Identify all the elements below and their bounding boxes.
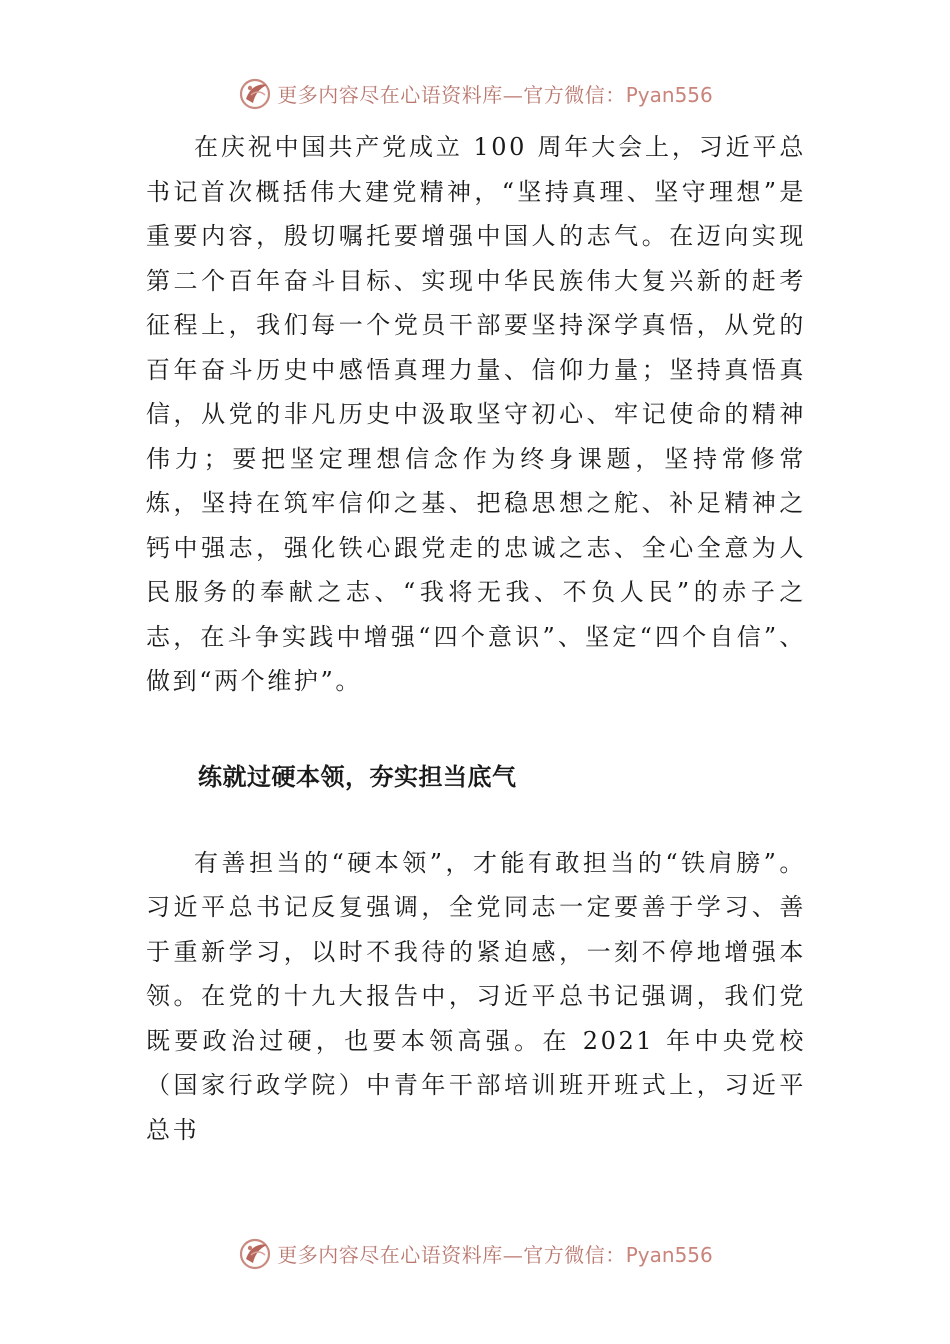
watermark-wechat-id: Pyan556: [625, 82, 713, 107]
watermark-logo-icon: [237, 1235, 273, 1271]
document-body: [146, 125, 806, 1152]
header-watermark: [0, 71, 950, 115]
paragraph-2: 有善担当的“硬本领”，才能有敢担当的“铁肩膀”。习近平总书记反复强调，全党同志一定要善于学习、善于重新学习，以时不我待的紧迫感，一刻不停地增强本领。在党的十九大报告中，习近平总书记强调，我们党既要政治过硬，也要本领高强。在 2021 年中央党校（国家行政学院）中青年干部培训班开班式上，习近平总书: [146, 848, 806, 1144]
section-heading: 练就过硬本领，夯实担当底气: [198, 762, 517, 791]
watermark-logo-icon: [237, 75, 273, 111]
watermark-label: 更多内容尽在心语资料库—官方微信：: [277, 82, 626, 107]
paragraph-1: 在庆祝中国共产党成立 100 周年大会上，习近平总书记首次概括伟大建党精神，“坚持真理、坚守理想”是重要内容，殷切嘱托要增强中国人的志气。在迈向实现第二个百年奋斗目标、实现中华民族伟大复兴新的赶考征程上，我们每一个党员干部要坚持深学真悟，从党的百年奋斗历史中感悟真理力量、信仰力量；坚持真悟真信，从党的非凡历史中汲取坚守初心、牢记使命的精神伟力；要把坚定理想信念作为终身课题，坚持常修常炼，坚持在筑牢信仰之基、把稳思想之舵、补足精神之钙中强志，强化铁心跟党走的忠诚之志、全心全意为人民服务的奉献之志、“我将无我、不负人民”的赤子之志，在斗争实践中增强“四个意识”、坚定“四个自信”、做到“两个维护”。: [146, 133, 806, 695]
watermark-text: [277, 79, 713, 108]
watermark-label: 更多内容尽在心语资料库—官方微信：: [277, 1242, 626, 1267]
watermark-text: [277, 1239, 713, 1268]
footer-watermark: [0, 1231, 950, 1275]
watermark-wechat-id: Pyan556: [625, 1242, 713, 1267]
